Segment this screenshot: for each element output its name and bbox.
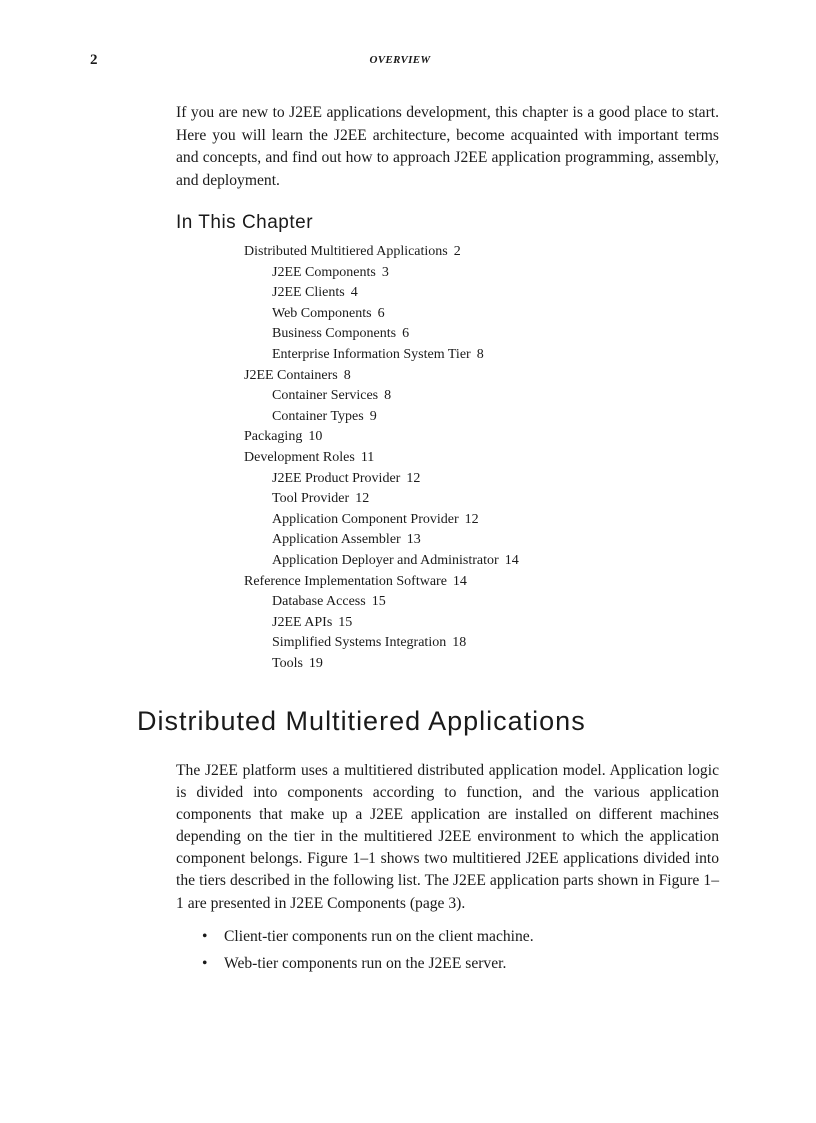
toc-entry-page: 11: [360, 449, 375, 465]
toc-entry[interactable]: [244, 304, 519, 325]
toc-entry-page: 8: [476, 346, 484, 362]
toc-entry[interactable]: [244, 407, 519, 428]
toc-entry[interactable]: [244, 427, 519, 448]
bullet-icon: •: [202, 955, 208, 972]
chapter-contents-list: [244, 242, 519, 674]
toc-entry-title: Simplified Systems Integration: [272, 635, 447, 651]
toc-entry[interactable]: [244, 592, 519, 613]
toc-entry-page: 14: [504, 552, 519, 568]
toc-entry-page: 6: [377, 305, 385, 321]
toc-entry-title: J2EE Components: [272, 264, 376, 280]
toc-entry[interactable]: [244, 510, 519, 531]
toc-entry-title: Enterprise Information System Tier: [272, 346, 471, 362]
section-paragraph: The J2EE platform uses a multitiered distributed application model. Application logic is divided into components according to function, and the various application components that make up a J2EE application are installed on different machines depending on the tier in the multitiered J2EE environment to which the application component belongs. Figure 1–1 shows two multitiered J2EE applications divided into the tiers described in the following list. The J2EE application parts shown in Figure 1–1 are presented in J2EE Components (page 3).: [176, 762, 719, 912]
toc-entry-title: Distributed Multitiered Applications: [244, 244, 448, 259]
list-item-text: Web-tier components run on the J2EE server.: [224, 955, 507, 972]
toc-entry-title: Database Access: [272, 594, 366, 610]
bullet-icon: •: [202, 928, 208, 945]
toc-entry[interactable]: [244, 654, 519, 675]
toc-entry-title: Tools: [272, 655, 303, 671]
toc-entry[interactable]: [244, 469, 519, 490]
toc-entry-page: 3: [381, 264, 389, 280]
toc-entry[interactable]: [244, 448, 519, 469]
intro-paragraph: If you are new to J2EE applications development, this chapter is a good place to start. Here you will learn the J2EE architecture, become acquainted with important terms and concepts, and find out how to approach J2EE application programming, assembly, and deployment.: [176, 104, 719, 189]
toc-entry-page: 12: [464, 511, 479, 527]
toc-entry-title: J2EE Product Provider: [272, 470, 401, 486]
tier-bullet-list: [176, 923, 534, 977]
toc-entry[interactable]: [244, 613, 519, 634]
toc-entry-page: 9: [369, 408, 377, 424]
toc-entry-title: J2EE Containers: [244, 367, 338, 383]
toc-entry[interactable]: [244, 551, 519, 572]
in-this-chapter-heading: In This Chapter: [176, 212, 314, 233]
toc-entry-title: Application Assembler: [272, 532, 401, 548]
toc-entry-page: 12: [355, 491, 370, 507]
page-number: 2: [90, 52, 98, 68]
toc-entry[interactable]: [244, 242, 519, 263]
toc-entry-page: 15: [371, 594, 386, 610]
toc-entry-title: Application Deployer and Administrator: [272, 552, 499, 568]
toc-entry[interactable]: [244, 324, 519, 345]
toc-entry-page: 13: [406, 532, 421, 548]
toc-entry-title: Development Roles: [244, 449, 355, 465]
toc-entry-page: 8: [343, 367, 351, 383]
toc-entry-title: Container Services: [272, 388, 379, 404]
toc-entry-title: J2EE Clients: [272, 285, 345, 301]
running-head: OVERVIEW: [369, 54, 431, 66]
toc-entry-title: Reference Implementation Software: [244, 573, 447, 589]
toc-entry[interactable]: [244, 345, 519, 366]
toc-entry-title: Application Component Provider: [272, 511, 459, 527]
list-item: [176, 950, 534, 977]
toc-entry-page: 6: [402, 326, 410, 342]
list-item-text: Client-tier components run on the client machine.: [224, 928, 534, 945]
toc-entry-title: Business Components: [272, 326, 397, 342]
section-heading: Distributed Multitiered Applications: [137, 706, 586, 736]
toc-entry[interactable]: [244, 263, 519, 284]
toc-entry[interactable]: [244, 530, 519, 551]
toc-entry[interactable]: [244, 283, 519, 304]
toc-entry[interactable]: [244, 366, 519, 387]
toc-entry-page: 10: [308, 429, 323, 445]
toc-entry-title: J2EE APIs: [272, 614, 333, 630]
toc-entry-page: 12: [406, 470, 421, 486]
toc-entry-page: 14: [452, 573, 467, 589]
toc-entry-page: 15: [338, 614, 353, 630]
toc-entry[interactable]: [244, 386, 519, 407]
toc-entry[interactable]: [244, 633, 519, 654]
toc-entry-page: 8: [384, 388, 392, 404]
toc-entry-title: Web Components: [272, 305, 372, 321]
toc-entry[interactable]: [244, 572, 519, 593]
toc-entry-page: 18: [452, 635, 467, 651]
toc-entry-page: 2: [453, 244, 461, 259]
list-item: [176, 923, 534, 950]
toc-entry-page: 4: [350, 285, 358, 301]
toc-entry[interactable]: [244, 489, 519, 510]
toc-entry-title: Packaging: [244, 429, 303, 445]
toc-entry-page: 19: [308, 655, 323, 671]
toc-entry-title: Tool Provider: [272, 491, 350, 507]
toc-entry-title: Container Types: [272, 408, 364, 424]
